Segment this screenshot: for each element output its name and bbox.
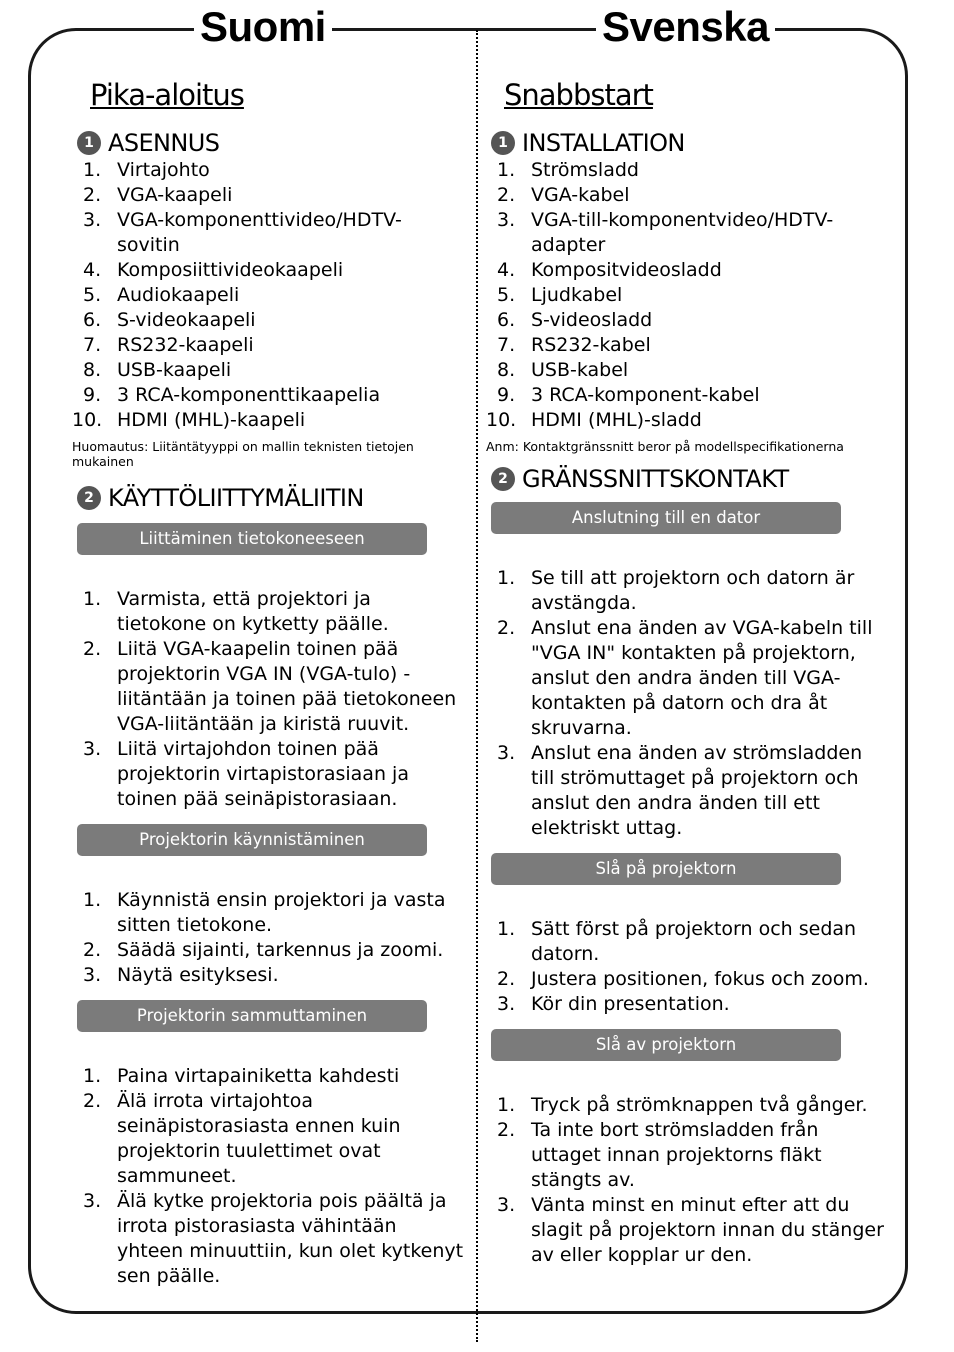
list-item — [72, 308, 464, 333]
power-on-steps-list — [72, 888, 464, 988]
list-item — [72, 587, 464, 637]
list-item-text: VGA-komponenttivideo/HDTV-sovitin — [117, 209, 402, 256]
installation-list — [72, 158, 464, 433]
list-item — [486, 408, 886, 433]
list-item-text: Kompositvideosladd — [531, 259, 722, 281]
list-item-text: S-videokaapeli — [117, 309, 256, 331]
list-item-number: 2. — [497, 184, 516, 206]
list-item-number: 4. — [83, 259, 102, 281]
list-item — [72, 963, 464, 988]
list-item-text: VGA-kaapeli — [117, 184, 233, 206]
list-item — [486, 1118, 886, 1193]
list-item — [72, 208, 464, 258]
list-item — [72, 383, 464, 408]
list-item — [72, 1089, 464, 1189]
list-item — [486, 283, 886, 308]
power-off-steps-list — [486, 1093, 886, 1268]
connect-computer-bar: Liittäminen tietokoneeseen — [77, 523, 427, 555]
list-item-number: 2. — [497, 968, 516, 990]
list-item — [72, 358, 464, 383]
quick-start-title: Snabbstart — [504, 78, 653, 112]
list-item-number: 1. — [83, 889, 102, 911]
list-item-number: 2. — [83, 1090, 102, 1112]
list-item-text: Anslut ena änden av VGA-kabeln till "VGA IN" kontakten på projektorn, anslut den andra änden till VGA-kontakten på datorn och dra åt skruvarna. — [531, 617, 873, 739]
list-item-number: 10. — [72, 409, 103, 431]
list-item — [486, 917, 886, 967]
list-item-text: Justera positionen, fokus och zoom. — [531, 968, 869, 990]
list-item — [72, 333, 464, 358]
list-item — [72, 737, 464, 812]
list-item — [72, 408, 464, 433]
installation-note: Huomautus: Liitäntätyyppi on mallin teknisten tietojen mukainen — [72, 439, 414, 469]
list-item — [486, 566, 886, 616]
swedish-column — [486, 70, 886, 1268]
list-item-text: S-videosladd — [531, 309, 653, 331]
list-item — [72, 938, 464, 963]
list-item — [72, 637, 464, 737]
list-item-number: 3. — [497, 742, 516, 764]
list-item-number: 10. — [486, 409, 517, 431]
power-off-bar: Slå av projektorn — [491, 1029, 841, 1061]
list-item-text: Sätt först på projektorn och sedan datorn. — [531, 918, 857, 965]
list-item — [72, 1064, 464, 1089]
list-item-number: 3. — [497, 993, 516, 1015]
list-item-text: Se till att projektorn och datorn är avstängda. — [531, 567, 855, 614]
list-item-number: 9. — [83, 384, 102, 406]
language-title-finnish: Suomi — [194, 2, 332, 52]
list-item-text: Audiokaapeli — [117, 284, 240, 306]
list-item-number: 2. — [83, 939, 102, 961]
list-item-text: Säädä sijainti, tarkennus ja zoomi. — [117, 939, 444, 961]
list-item-number: 9. — [497, 384, 516, 406]
list-item-number: 1. — [497, 918, 516, 940]
list-item — [486, 258, 886, 283]
list-item — [72, 283, 464, 308]
power-on-steps-list — [486, 917, 886, 1017]
connect-steps-list — [72, 587, 464, 812]
list-item-number: 8. — [497, 359, 516, 381]
list-item-text: Paina virtapainiketta kahdesti — [117, 1065, 400, 1087]
list-item — [486, 383, 886, 408]
list-item-number: 1. — [497, 159, 516, 181]
list-item-number: 2. — [83, 638, 102, 660]
list-item — [72, 258, 464, 283]
list-item-text: USB-kaapeli — [117, 359, 232, 381]
list-item — [486, 308, 886, 333]
list-item — [486, 208, 886, 258]
section-title: KÄYTTÖLIITTYMÄLIITIN — [108, 484, 364, 512]
section-installation-header — [491, 128, 886, 158]
list-item — [486, 358, 886, 383]
list-item — [486, 616, 886, 741]
list-item-text: Varmista, että projektori ja tietokone on kytketty päälle. — [117, 588, 389, 635]
list-item — [72, 1189, 464, 1289]
list-item-text: Tryck på strömknappen två gånger. — [531, 1094, 868, 1116]
list-item-number: 1. — [497, 567, 516, 589]
power-on-bar: Projektorin käynnistäminen — [77, 824, 427, 856]
list-item-number: 4. — [497, 259, 516, 281]
list-item-number: 2. — [497, 1119, 516, 1141]
list-item — [486, 1193, 886, 1268]
list-item-number: 5. — [83, 284, 102, 306]
list-item — [486, 967, 886, 992]
list-item-number: 3. — [497, 1194, 516, 1216]
list-item-text: Ta inte bort strömsladden från uttaget innan projektorns fläkt stängts av. — [531, 1119, 822, 1191]
list-item — [486, 333, 886, 358]
installation-list — [486, 158, 886, 433]
list-item-number: 5. — [497, 284, 516, 306]
list-item-text: 3 RCA-komponenttikaapelia — [117, 384, 381, 406]
list-item-number: 7. — [83, 334, 102, 356]
list-item-text: Kör din presentation. — [531, 993, 730, 1015]
section-installation-header — [77, 128, 464, 158]
step-number-badge: 2 — [77, 486, 101, 510]
list-item-number: 3. — [83, 738, 102, 760]
list-item-number: 7. — [497, 334, 516, 356]
list-item — [486, 183, 886, 208]
step-number-badge: 1 — [491, 131, 515, 155]
connect-computer-bar: Anslutning till en dator — [491, 502, 841, 534]
list-item-text: Ljudkabel — [531, 284, 623, 306]
section-interface-header — [77, 483, 464, 513]
connect-steps-list — [486, 566, 886, 841]
section-title: INSTALLATION — [522, 129, 685, 157]
list-item-number: 1. — [83, 588, 102, 610]
list-item-text: Älä kytke projektoria pois päältä ja irrota pistorasiasta vähintään yhteen minuuttiin, kun olet kytkenyt sen päälle. — [117, 1190, 464, 1287]
finnish-column — [72, 70, 464, 1289]
list-item-text: Liitä VGA-kaapelin toinen pää projektorin VGA IN (VGA-tulo) -liitäntään ja toinen pää tietokoneen VGA-liitäntään ja kiristä ruuvit. — [117, 638, 457, 735]
list-item-text: Käynnistä ensin projektori ja vasta sitten tietokone. — [117, 889, 446, 936]
quick-start-title: Pika-aloitus — [90, 78, 244, 112]
section-title: ASENNUS — [108, 129, 220, 157]
list-item — [486, 1093, 886, 1118]
list-item-number: 3. — [497, 209, 516, 231]
list-item-text: RS232-kabel — [531, 334, 651, 356]
list-item-number: 2. — [497, 617, 516, 639]
list-item — [72, 158, 464, 183]
list-item-number: 1. — [497, 1094, 516, 1116]
section-interface-header — [491, 464, 886, 494]
list-item-number: 1. — [83, 1065, 102, 1087]
list-item-text: Näytä esityksesi. — [117, 964, 279, 986]
power-on-bar: Slå på projektorn — [491, 853, 841, 885]
list-item — [486, 992, 886, 1017]
installation-note: Anm: Kontaktgränssnitt beror på modellspecifikationerna — [486, 439, 844, 454]
list-item-text: VGA-kabel — [531, 184, 630, 206]
step-number-badge: 2 — [491, 467, 515, 491]
power-off-steps-list — [72, 1064, 464, 1289]
list-item-number: 3. — [83, 964, 102, 986]
column-divider — [476, 30, 478, 1342]
list-item — [486, 158, 886, 183]
list-item-number: 8. — [83, 359, 102, 381]
list-item-number: 3. — [83, 1190, 102, 1212]
step-number-badge: 1 — [77, 131, 101, 155]
list-item-number: 3. — [83, 209, 102, 231]
list-item-text: Komposiittivideokaapeli — [117, 259, 344, 281]
list-item-text: Älä irrota virtajohtoa seinäpistorasiasta ennen kuin projektorin tuulettimet ovat sammuneet. — [117, 1090, 401, 1187]
list-item-text: HDMI (MHL)-kaapeli — [117, 409, 306, 431]
list-item-number: 6. — [497, 309, 516, 331]
list-item-text: RS232-kaapeli — [117, 334, 254, 356]
list-item-text: Anslut ena änden av strömsladden till strömuttaget på projektorn och anslut den andra änden till ett elektriskt uttag. — [531, 742, 863, 839]
list-item-text: VGA-till-komponentvideo/HDTV-adapter — [531, 209, 834, 256]
language-title-swedish: Svenska — [596, 2, 775, 52]
list-item — [72, 183, 464, 208]
list-item-number: 1. — [83, 159, 102, 181]
power-off-bar: Projektorin sammuttaminen — [77, 1000, 427, 1032]
list-item-text: HDMI (MHL)-sladd — [531, 409, 702, 431]
list-item-text: Vänta minst en minut efter att du slagit på projektorn innan du stänger av eller kopplar ur den. — [531, 1194, 884, 1266]
list-item — [72, 888, 464, 938]
list-item-text: Strömsladd — [531, 159, 639, 181]
list-item-number: 6. — [83, 309, 102, 331]
list-item-text: USB-kabel — [531, 359, 629, 381]
list-item-text: Virtajohto — [117, 159, 210, 181]
section-title: GRÄNSSNITTSKONTAKT — [522, 465, 789, 493]
list-item-text: Liitä virtajohdon toinen pää projektorin virtapistorasiaan ja toinen pää seinäpistorasiaan. — [117, 738, 409, 810]
list-item — [486, 741, 886, 841]
list-item-text: 3 RCA-komponent-kabel — [531, 384, 760, 406]
list-item-number: 2. — [83, 184, 102, 206]
